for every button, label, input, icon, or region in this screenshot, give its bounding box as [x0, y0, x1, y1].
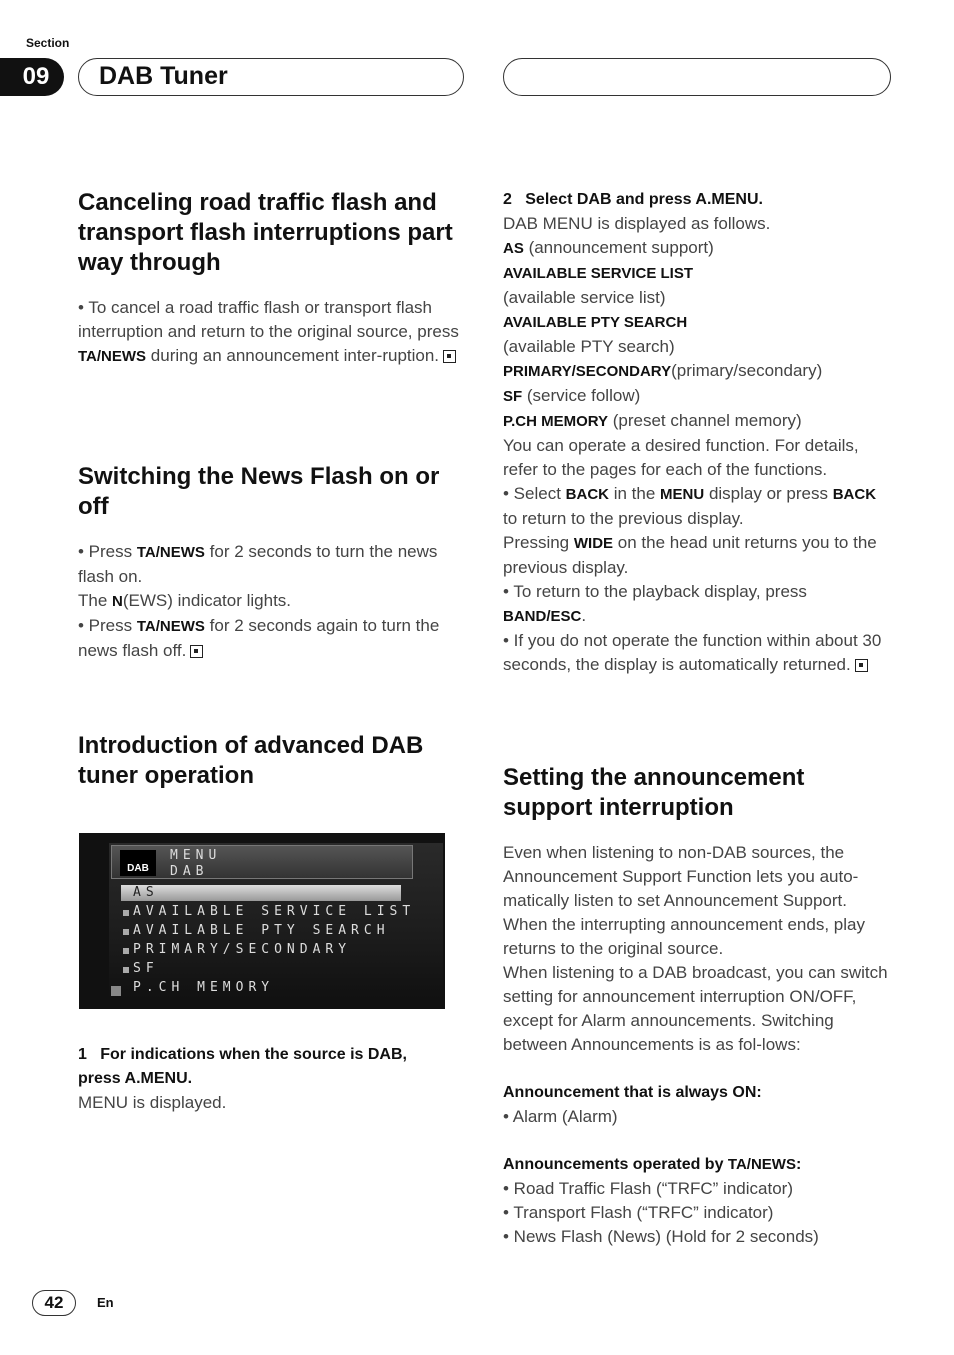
announcement-section: [503, 841, 893, 1249]
key-n: N: [112, 593, 123, 610]
screen-dab-label: DAB: [170, 864, 209, 879]
ta-news-heading: Announcements operated by TA/NEWS:: [503, 1156, 802, 1173]
scroll-down-icon: [111, 986, 121, 996]
list-item: • Alarm (Alarm): [503, 1107, 618, 1126]
end-mark-icon: [190, 645, 203, 658]
step-number: 1: [78, 1046, 87, 1063]
text: • Press: [78, 542, 137, 561]
list-item: • News Flash (News) (Hold for 2 seconds): [503, 1227, 819, 1246]
para-playback: • To return to the playback display, press BAND/ESC.: [503, 582, 807, 625]
screen-bullet-icon: [123, 948, 129, 954]
para-operate: You can operate a desired function. For details, refer to the pages for each of the functions.: [503, 436, 859, 479]
screen-item: AVAILABLE SERVICE LIST: [133, 904, 416, 919]
text: (EWS) indicator lights.: [122, 591, 292, 610]
para-news-flash: [78, 540, 468, 663]
menu-line: AS (announcement support): [503, 238, 714, 257]
screen-menu-label: MENU: [170, 848, 222, 863]
menu-line: SF (service follow): [503, 386, 641, 405]
menu-line: PRIMARY/SECONDARY(primary/secondary): [503, 361, 823, 380]
section-label: Section: [26, 36, 70, 50]
screen-item: AVAILABLE PTY SEARCH: [133, 923, 390, 938]
heading-intro-dab: Introduction of advanced DAB tuner operation: [78, 732, 424, 789]
screen-item: SF: [133, 961, 159, 976]
header-empty-pill: [503, 58, 891, 96]
text: for 2 seconds again to turn the news flash off.: [78, 616, 440, 660]
step-2: [503, 188, 893, 677]
screen-item: AS: [133, 885, 159, 900]
screen-item: PRIMARY/SECONDARY: [133, 942, 352, 957]
heading-canceling-flash: Canceling road traffic flash and transport flash interruptions part way through: [78, 189, 453, 276]
text: The: [78, 591, 113, 610]
text: during an announcement inter-ruption.: [146, 346, 440, 365]
screen-item: P.CH MEMORY: [133, 980, 275, 995]
step-text: For indications when the source is DAB,: [100, 1046, 407, 1063]
section-number: 09: [0, 58, 64, 96]
menu-line: P.CH MEMORY (preset channel memory): [503, 411, 802, 430]
menu-line: (available PTY search): [503, 337, 675, 356]
menu-line: (available service list): [503, 288, 666, 307]
text: • To cancel a road traffic flash or transport flash interruption and return to the original source, press: [78, 298, 459, 341]
list-item: • Transport Flash (“TRFC” indicator): [503, 1203, 774, 1222]
key-ta-news: TA/NEWS: [78, 348, 147, 365]
always-on-heading: Announcement that is always ON:: [503, 1084, 762, 1101]
dab-menu-screen-image: [79, 833, 445, 1009]
dab-logo-icon: DAB: [120, 850, 156, 876]
step-body: MENU is displayed.: [78, 1093, 227, 1112]
heading-announcement: Setting the announcement support interruption: [503, 764, 805, 821]
para-back: • Select BACK in the MENU display or press BACK to return to the previous display.: [503, 484, 877, 528]
menu-list: [503, 212, 893, 434]
para-wide: Pressing WIDE on the head unit returns you to the previous display.: [503, 533, 877, 577]
screen-bullet-icon: [123, 910, 129, 916]
para-auto-return: • If you do not operate the function within about 30 seconds, the display is automatically returned.: [503, 631, 882, 674]
screen-bullet-icon: [123, 967, 129, 973]
end-mark-icon: [443, 350, 456, 363]
chapter-title: DAB Tuner: [78, 58, 464, 96]
step-text: Select DAB and press A.MENU.: [525, 191, 763, 208]
para-cancel-flash: [78, 296, 468, 369]
para-announcement-1: Even when listening to non-DAB sources, the Announcement Support Function lets you auto-matically listen to set Announcement Support. When the interrupting announcement ends, play returns to the original source.: [503, 843, 865, 958]
screen-bullet-icon: [123, 929, 129, 935]
menu-line: AVAILABLE PTY SEARCH: [503, 314, 688, 331]
menu-line: AVAILABLE SERVICE LIST: [503, 265, 694, 282]
text: for 2 seconds to turn the news flash on.: [78, 542, 438, 586]
key-ta-news: TA/NEWS: [136, 618, 205, 635]
step-text: press A.MENU.: [78, 1070, 193, 1087]
end-mark-icon: [855, 659, 868, 672]
step-number: 2: [503, 191, 512, 208]
heading-news-flash: Switching the News Flash on or off: [78, 463, 440, 520]
screen-highlight-bar: [121, 885, 401, 901]
page-number: 42: [32, 1290, 76, 1316]
list-item: • Road Traffic Flash (“TRFC” indicator): [503, 1179, 793, 1198]
text: • Press: [78, 616, 137, 635]
menu-line: DAB MENU is displayed as follows.: [503, 214, 771, 233]
key-ta-news: TA/NEWS: [136, 544, 205, 561]
menu-header-bar: [111, 845, 413, 879]
language-label: En: [97, 1295, 114, 1310]
para-announcement-2: When listening to a DAB broadcast, you can switch setting for announcement interruption ON/OFF, except for Alarm announcements. Switching between Announcements is as fol-lows:: [503, 963, 888, 1054]
step-1: [78, 1043, 468, 1115]
